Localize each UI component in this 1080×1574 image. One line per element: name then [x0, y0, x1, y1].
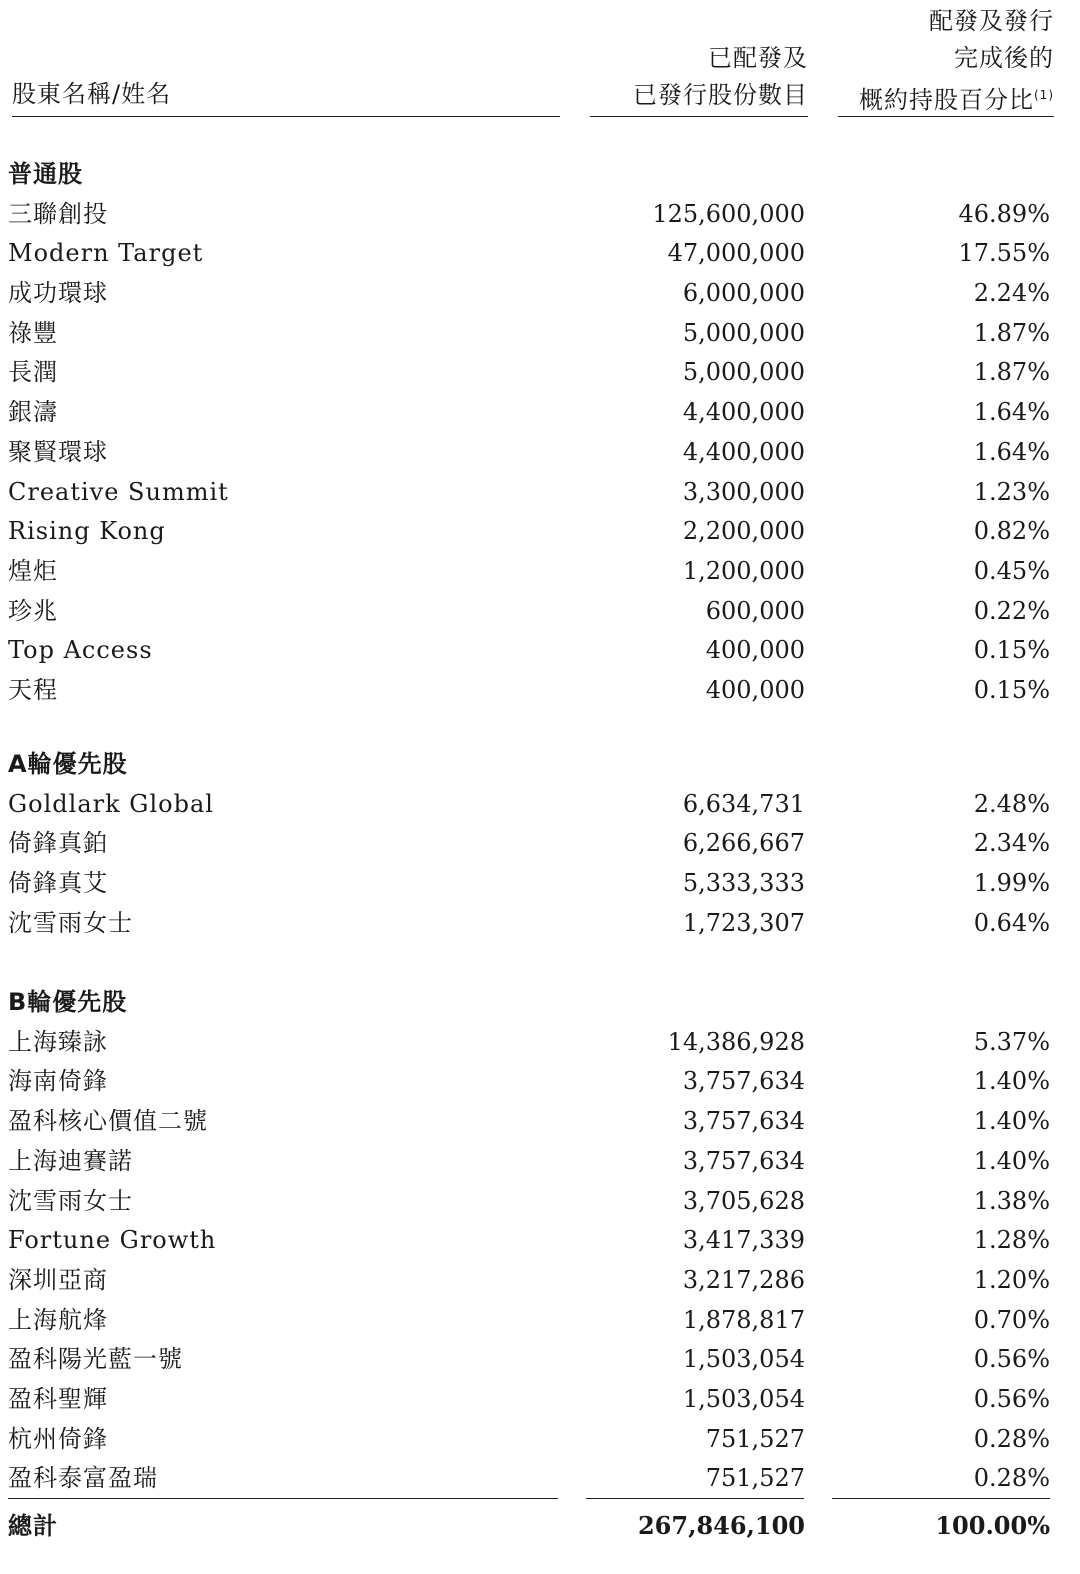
shareholder-name: Top Access: [8, 636, 153, 664]
holding-percentage: 1.28%: [973, 1226, 1050, 1254]
table-row: [0, 194, 1080, 234]
table-row: [0, 472, 1080, 512]
holding-percentage: 46.89%: [958, 200, 1050, 228]
shares-count: 400,000: [705, 636, 805, 664]
holding-percentage: 1.38%: [973, 1187, 1050, 1215]
holding-percentage: 1.87%: [973, 319, 1050, 347]
holding-percentage: 1.87%: [973, 358, 1050, 386]
holding-percentage: 0.28%: [973, 1425, 1050, 1453]
shares-count: 6,000,000: [682, 279, 805, 307]
section-title: 普通股: [8, 160, 83, 188]
holding-percentage: 0.82%: [973, 517, 1050, 545]
shares-count: 1,723,307: [682, 909, 805, 937]
table-row: [0, 823, 1080, 863]
table-row: [0, 1022, 1080, 1062]
holding-percentage: 0.70%: [973, 1306, 1050, 1334]
shareholder-name: 沈雪雨女士: [8, 909, 133, 937]
header-rule-shares: [590, 116, 808, 117]
shares-count: 1,503,054: [682, 1385, 805, 1413]
holding-percentage: 0.15%: [973, 676, 1050, 704]
section-heading: [0, 154, 1080, 194]
shareholder-name: 盈科核心價值二號: [8, 1107, 208, 1135]
table-row: [0, 591, 1080, 631]
holding-percentage: 17.55%: [958, 239, 1050, 267]
holding-percentage: 1.23%: [973, 478, 1050, 506]
table-row: [0, 863, 1080, 903]
shares-count: 3,705,628: [682, 1187, 805, 1215]
total-rule-shares: [586, 1498, 804, 1499]
shares-count: 6,266,667: [682, 829, 805, 857]
header-pct-line2: 完成後的: [954, 44, 1054, 72]
shares-count: 3,217,286: [682, 1266, 805, 1294]
table-row: [0, 352, 1080, 392]
holding-percentage: 2.48%: [973, 790, 1050, 818]
table-row: [0, 1260, 1080, 1300]
section-heading: [0, 982, 1080, 1022]
shareholder-name: 盈科泰富盈瑞: [8, 1464, 158, 1492]
shareholder-name: 倚鋒真鉑: [8, 829, 108, 857]
holding-percentage: 2.24%: [973, 279, 1050, 307]
table-row: [0, 392, 1080, 432]
shares-count: 6,634,731: [682, 790, 805, 818]
shares-count: 14,386,928: [667, 1028, 805, 1056]
table-row: [0, 551, 1080, 591]
shareholder-name: 杭州倚鋒: [8, 1425, 108, 1453]
shares-count: 5,000,000: [682, 319, 805, 347]
shares-count: 2,200,000: [682, 517, 805, 545]
total-rule-pct: [832, 1498, 1050, 1499]
shares-count: 3,757,634: [682, 1147, 805, 1175]
holding-percentage: 1.40%: [973, 1067, 1050, 1095]
holding-percentage: 1.99%: [973, 869, 1050, 897]
holding-percentage: 0.56%: [973, 1385, 1050, 1413]
shares-count: 5,000,000: [682, 358, 805, 386]
header-shares-issued: [633, 40, 808, 114]
total-shares: 267,846,100: [637, 1511, 805, 1540]
shares-count: 3,757,634: [682, 1067, 805, 1095]
section-heading: [0, 744, 1080, 784]
shares-count: 4,400,000: [682, 398, 805, 426]
holding-percentage: 2.34%: [973, 829, 1050, 857]
table-row: [0, 1379, 1080, 1419]
table-row: [0, 630, 1080, 670]
shares-count: 5,333,333: [682, 869, 805, 897]
shareholder-name: 成功環球: [8, 279, 108, 307]
holding-percentage: 1.40%: [973, 1147, 1050, 1175]
holding-percentage: 0.64%: [973, 909, 1050, 937]
shares-count: 1,200,000: [682, 557, 805, 585]
table-row: [0, 273, 1080, 313]
table-row: [0, 432, 1080, 472]
table-row: [0, 233, 1080, 273]
total-row: [0, 1506, 1080, 1546]
header-shares-line1: 已配發及: [708, 44, 808, 72]
shareholder-name: Modern Target: [8, 239, 204, 267]
shares-count: 1,503,054: [682, 1345, 805, 1373]
footnote-marker: (1): [1034, 88, 1054, 102]
shareholder-name: 祿豐: [8, 319, 58, 347]
holding-percentage: 0.22%: [973, 597, 1050, 625]
table-row: [0, 511, 1080, 551]
total-percentage: 100.00%: [935, 1511, 1050, 1540]
table-row: [0, 903, 1080, 943]
shareholder-name: 上海航烽: [8, 1306, 108, 1334]
shareholder-name: 銀濤: [8, 398, 58, 426]
header-pct-line1: 配發及發行: [929, 7, 1054, 35]
table-row: [0, 1141, 1080, 1181]
header-shares-line2: 已發行股份數目: [633, 81, 808, 109]
table-row: [0, 1220, 1080, 1260]
shares-count: 125,600,000: [652, 200, 805, 228]
holding-percentage: 1.64%: [973, 398, 1050, 426]
table-row: [0, 784, 1080, 824]
section-title: B輪優先股: [8, 988, 128, 1016]
shares-count: 3,417,339: [682, 1226, 805, 1254]
holding-percentage: 0.15%: [973, 636, 1050, 664]
header-approx-percentage: [859, 3, 1054, 119]
table-row: [0, 1101, 1080, 1141]
shareholder-name: 海南倚鋒: [8, 1067, 108, 1095]
total-label: 總計: [8, 1512, 58, 1540]
table-row: [0, 670, 1080, 710]
shareholder-name: 盈科聖輝: [8, 1385, 108, 1413]
shareholder-name: 上海迪賽諾: [8, 1147, 133, 1175]
shareholder-name: Goldlark Global: [8, 790, 214, 818]
shareholder-name: 上海臻詠: [8, 1028, 108, 1056]
shares-count: 47,000,000: [667, 239, 805, 267]
shares-count: 3,757,634: [682, 1107, 805, 1135]
shares-count: 751,527: [705, 1464, 805, 1492]
header-shareholder-name-text: 股東名稱/姓名: [12, 80, 172, 108]
shareholder-name: 三聯創投: [8, 200, 108, 228]
table-row: [0, 1339, 1080, 1379]
header-rule-pct: [838, 116, 1054, 117]
section-title: A輪優先股: [8, 750, 128, 778]
holding-percentage: 5.37%: [973, 1028, 1050, 1056]
shares-count: 3,300,000: [682, 478, 805, 506]
holding-percentage: 0.28%: [973, 1464, 1050, 1492]
header-rule-name: [12, 116, 560, 117]
table-row: [0, 1061, 1080, 1101]
shares-count: 600,000: [705, 597, 805, 625]
shareholder-name: 長潤: [8, 358, 58, 386]
shareholder-name: Fortune Growth: [8, 1226, 217, 1254]
shares-count: 751,527: [705, 1425, 805, 1453]
shareholder-name: 沈雪雨女士: [8, 1187, 133, 1215]
table-row: [0, 1419, 1080, 1459]
table-row: [0, 1458, 1080, 1498]
shares-count: 4,400,000: [682, 438, 805, 466]
shareholder-name: 盈科陽光藍一號: [8, 1345, 183, 1373]
holding-percentage: 1.20%: [973, 1266, 1050, 1294]
shareholder-name: 深圳亞商: [8, 1266, 108, 1294]
table-row: [0, 1300, 1080, 1340]
shareholder-name: 聚賢環球: [8, 438, 108, 466]
holding-percentage: 1.64%: [973, 438, 1050, 466]
shareholder-name: Creative Summit: [8, 478, 229, 506]
holding-percentage: 0.56%: [973, 1345, 1050, 1373]
table-row: [0, 313, 1080, 353]
shareholder-name: 珍兆: [8, 597, 58, 625]
shareholder-name: 倚鋒真艾: [8, 869, 108, 897]
holding-percentage: 0.45%: [973, 557, 1050, 585]
header-shareholder-name: [12, 76, 171, 113]
header-pct-line3: [859, 77, 1054, 119]
shares-count: 1,878,817: [682, 1306, 805, 1334]
shareholder-name: 天程: [8, 676, 58, 704]
header-pct-line3-text: 概約持股百分比: [859, 86, 1034, 114]
total-rule-name: [8, 1498, 558, 1499]
shareholder-name: Rising Kong: [8, 517, 166, 545]
shares-count: 400,000: [705, 676, 805, 704]
holding-percentage: 1.40%: [973, 1107, 1050, 1135]
table-row: [0, 1181, 1080, 1221]
shareholder-name: 煌炬: [8, 557, 58, 585]
